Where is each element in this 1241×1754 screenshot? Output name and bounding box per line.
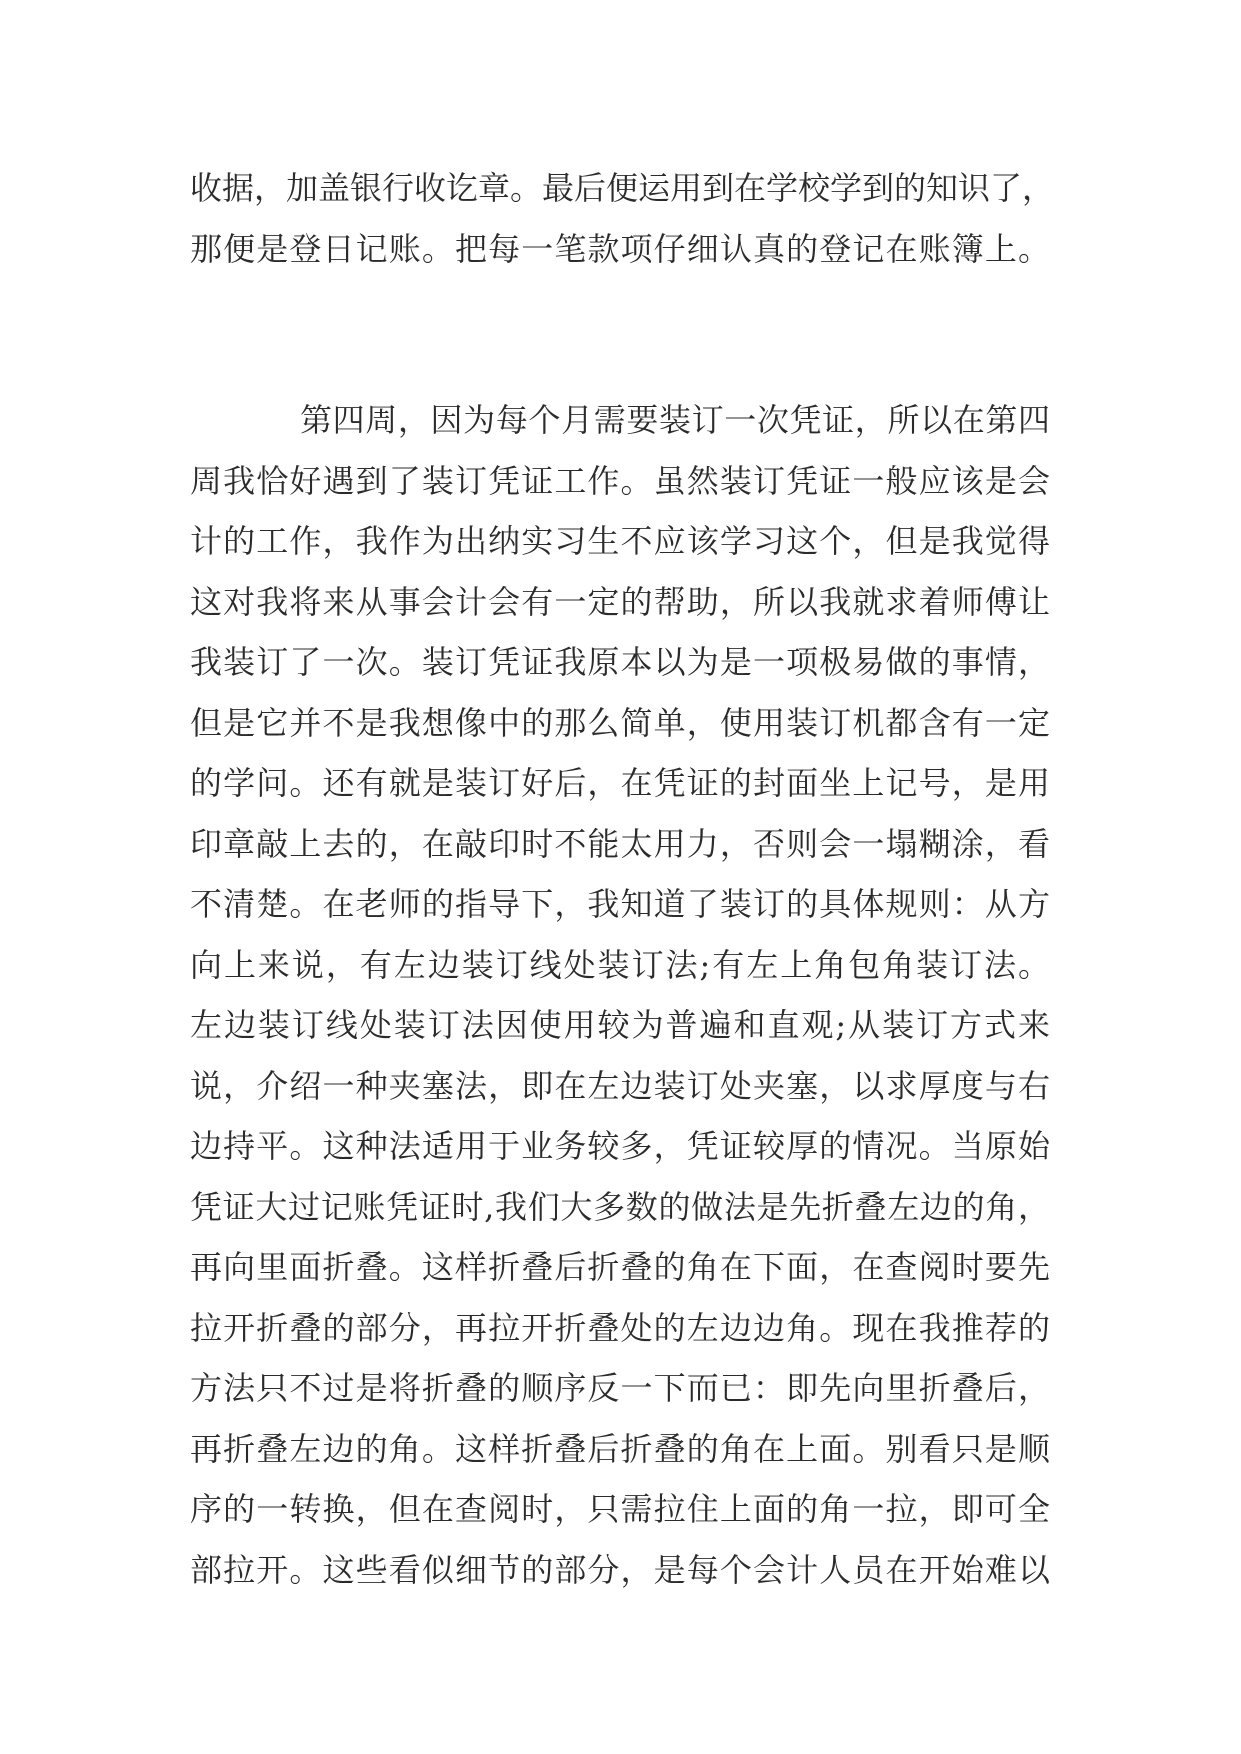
text-line: 向上来说，有左边装订线处装订法;有左上角包角装订法。 (190, 945, 1050, 984)
text-line: 凭证大过记账凭证时,我们大多数的做法是先折叠左边的角， (190, 1187, 1050, 1226)
text-line: 拉开折叠的部分，再拉开折叠处的左边边角。现在我推荐的 (190, 1308, 1050, 1347)
text-line: 边持平。这种法适用于业务较多，凭证较厚的情况。当原始 (190, 1127, 1050, 1165)
text-line: 收据，加盖银行收讫章。最后便运用到在学校学到的知识了， (190, 169, 1055, 207)
text-line: 我装订了一次。装订凭证我原本以为是一项极易做的事情， (190, 643, 1050, 681)
text-line: 周我恰好遇到了装订凭证工作。虽然装订凭证一般应该是会 (190, 461, 1050, 500)
text-line: 说，介绍一种夹塞法，即在左边装订处夹塞，以求厚度与右 (190, 1066, 1050, 1105)
paragraph-continuation (190, 158, 1055, 279)
text-line: 印章敲上去的，在敲印时不能太用力，否则会一塌糊涂，看 (190, 824, 1050, 863)
text-line: 的学问。还有就是装订好后，在凭证的封面坐上记号，是用 (190, 764, 1050, 802)
paragraph-week-four (190, 390, 1050, 1600)
text-line: 再向里面折叠。这样折叠后折叠的角在下面，在查阅时要先 (190, 1248, 1050, 1286)
text-line: 序的一转换，但在查阅时，只需拉住上面的角一拉，即可全 (190, 1490, 1050, 1528)
text-line: 这对我将来从事会计会有一定的帮助，所以我就求着师傅让 (190, 582, 1050, 621)
text-line: 再折叠左边的角。这样折叠后折叠的角在上面。别看只是顺 (190, 1429, 1050, 1468)
text-line: 第四周，因为每个月需要装订一次凭证，所以在第四 (300, 401, 1050, 439)
text-line: 不清楚。在老师的指导下，我知道了装订的具体规则：从方 (190, 885, 1050, 923)
text-line: 计的工作，我作为出纳实习生不应该学习这个，但是我觉得 (190, 522, 1050, 560)
text-line: 部拉开。这些看似细节的部分，是每个会计人员在开始难以 (190, 1550, 1050, 1589)
text-line: 左边装订线处装订法因使用较为普遍和直观;从装订方式来 (190, 1006, 1050, 1044)
text-line: 方法只不过是将折叠的顺序反一下而已：即先向里折叠后， (190, 1369, 1050, 1407)
text-line: 那便是登日记账。把每一笔款项仔细认真的登记在账簿上。 (190, 229, 1050, 268)
text-line: 但是它并不是我想像中的那么简单，使用装订机都含有一定 (190, 703, 1050, 742)
